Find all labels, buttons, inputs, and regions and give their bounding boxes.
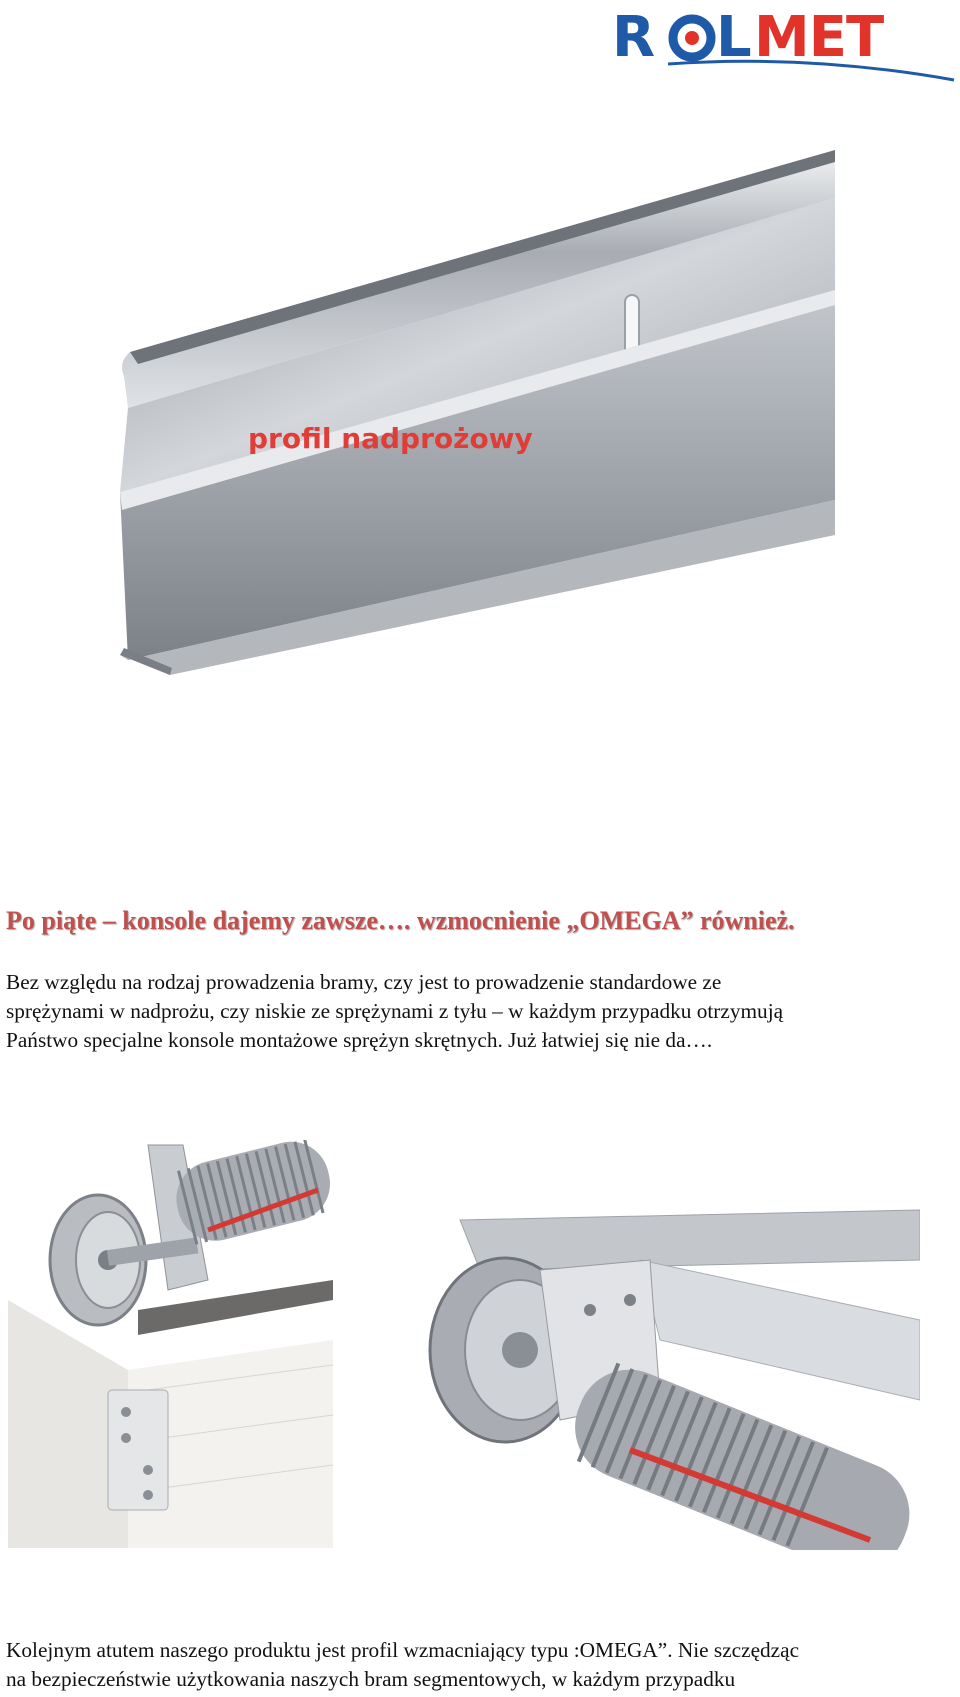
paragraph-line: Bez względu na rodzaj prowadzenia bramy, czy jest to prowadzenie standardowe ze [6, 970, 722, 994]
paragraph-line: sprężynami w nadprożu, czy niskie ze sprężynami z tyłu – w każdym przypadku otrzymują [6, 999, 784, 1023]
paragraph-consoles [6, 968, 954, 1055]
rolmet-logo [608, 6, 956, 86]
paragraph-line: na bezpieczeństwie użytkowania naszych bram segmentowych, w każdym przypadku [6, 1667, 736, 1691]
torsion-spring-drum-photo [400, 1200, 920, 1550]
paragraph-omega [6, 1636, 954, 1694]
svg-text:MET: MET [754, 6, 884, 70]
lintel-profile-image [110, 140, 915, 740]
section-heading: Po piąte – konsole dajemy zawsze…. wzmocnienie „OMEGA” również. [6, 906, 795, 935]
spring-console-door-photo [8, 1140, 333, 1548]
paragraph-line: Państwo specjalne konsole montażowe sprężyn skrętnych. Już łatwiej się nie da…. [6, 1028, 713, 1052]
svg-text:L: L [716, 6, 752, 70]
paragraph-line: Kolejnym atutem naszego produktu jest profil wzmacniający typu :OMEGA”. Nie szczędząc [6, 1638, 800, 1662]
svg-text:R: R [612, 6, 655, 70]
profile-caption: profil nadprożowy [248, 422, 533, 455]
